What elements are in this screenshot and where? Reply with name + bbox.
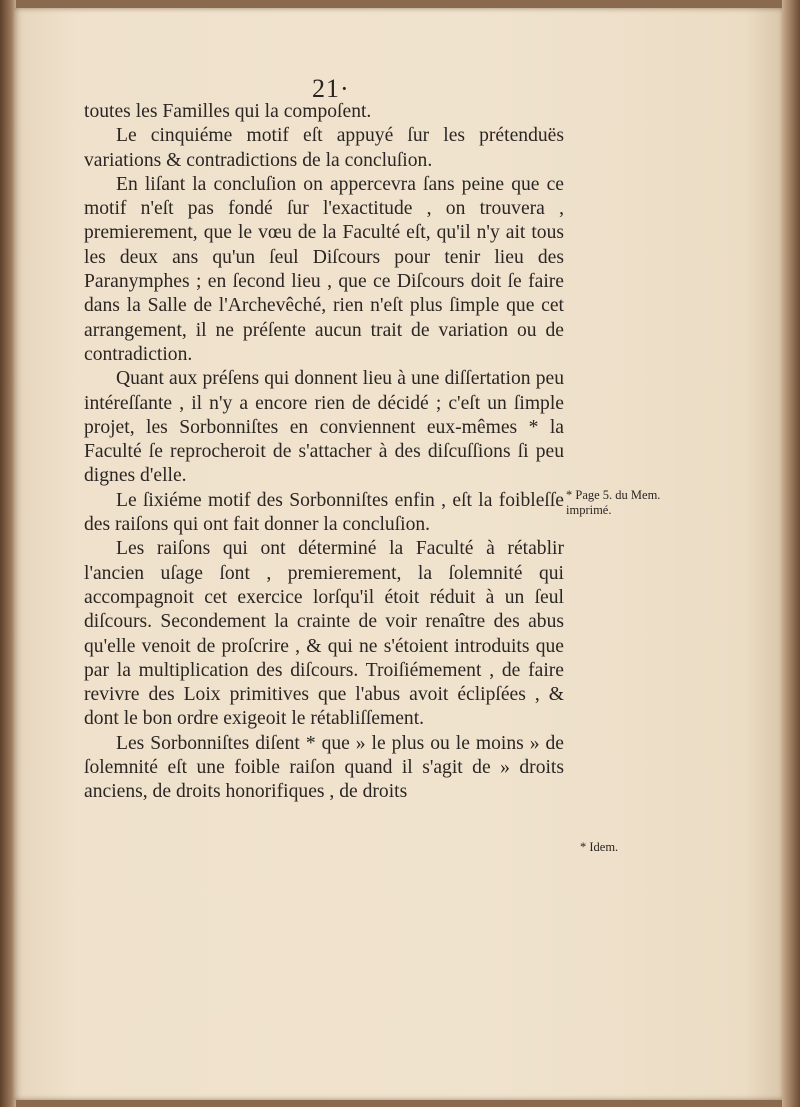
margin-note: * Page 5. du Mem. imprimé. <box>566 488 661 517</box>
paragraph: Le ſixiéme motif des Sorbonniſtes enfin , eſt la foibleſſe des raiſons qui ont fait donner la concluſion. <box>84 489 564 536</box>
margin-note: * Idem. <box>580 840 619 854</box>
paragraph: En liſant la concluſion on appercevra ſans peine que ce motif n'eſt pas fondé ſur l'exactitude , on trouvera , premierement, que le vœu de la Faculté eſt, qu'il n'y ait tous les deux ans qu'un ſeul Diſcours pour tenir lieu des Paranymphes ; en ſecond lieu , que ce Diſcours doit ſe faire dans la Salle de l'Archevêché, rien n'eſt plus ſimple que cet arrangement, il ne préſente aucun trait de variation ou de contradiction. <box>84 173 564 365</box>
body-text <box>84 100 564 805</box>
paragraph: Les Sorbonniſtes diſent * que » le plus ou le moins » de ſolemnité eſt une foible raiſon quand il s'agit de » droits anciens, de droits honorifiques , de droits <box>84 732 564 803</box>
paragraph: Les raiſons qui ont déterminé la Faculté à rétablir l'ancien uſage ſont , premierement, la ſolemnité qui accompagnoit cet exercice lorſqu'il étoit réduit à un ſeul diſcours. Secondement la crainte de voir renaître des abus qu'elle venoit de proſcrire , & qui ne s'étoient introduits que par la multiplication des diſcours. Troiſiémement , de faire revivre des Loix primitives que l'abus avoit éclipſées , & dont le bon ordre exigeoit le rétabliſſement. <box>84 538 564 730</box>
paragraph: Quant aux préſens qui donnent lieu à une diſſertation peu intéreſſante , il n'y a encore rien de décidé ; c'eſt un ſimple projet, les Sorbonniſtes en conviennent eux-mêmes * la Faculté ſe reprocheroit de s'attacher à des diſcuſſions ſi peu dignes d'elle. <box>84 368 564 487</box>
paragraph: Le cinquiéme motif eſt appuyé ſur les prétenduës variations & contradictions de la concluſion. <box>84 125 564 171</box>
paragraph: toutes les Familles qui la compoſent. <box>84 101 372 122</box>
page-number: 21· <box>312 74 350 103</box>
book-fore-edge <box>782 0 800 1107</box>
